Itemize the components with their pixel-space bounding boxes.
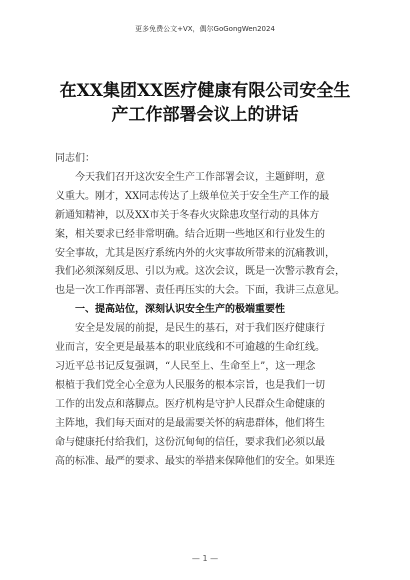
body-line: 新通知精神，以及XX市关于冬春火灾除患攻坚行动的具体方 (55, 209, 320, 221)
body-line: 案，相关要求已经非常明确。结合近期一些地区和行业发生的 (55, 228, 325, 240)
title-line-1: 在XX集团XX医疗健康有限公司安全生 (59, 81, 351, 101)
body-line: 根植于我们党全心全意为人民服务的根本宗旨，也是我们一切 (55, 379, 325, 391)
body-line: 安全是发展的前提，是民生的基石，对于我们医疗健康行 (75, 323, 325, 335)
body-line: 命与健康托付给我们，这份沉甸甸的信任，要求我们必须以最 (55, 436, 325, 448)
document-body (55, 150, 355, 471)
section-heading: 一、提高站位，深刻认识安全生产的极端重要性 (75, 304, 285, 316)
body-line: 安全事故，尤其是医疗系统内外的火灾事故所带来的沉痛教训， (55, 247, 335, 259)
page-number: — 1 — (191, 554, 219, 563)
body-line: 主阵地，我们每天面对的是最需要关怀的病患群体，他们将生 (55, 417, 325, 429)
body-line: 我们必须深刻反思、引以为戒。这次会议，既是一次警示教育会， (55, 266, 345, 278)
salutation: 同志们： (55, 153, 95, 164)
document-title (40, 79, 370, 127)
title-line-2: 产工作部署会议上的讲话 (111, 105, 299, 125)
body-line: 今天我们召开这次安全生产工作部署会议，主题鲜明，意 (75, 171, 325, 183)
body-line: 业而言，安全更是最基本的职业底线和不可逾越的生命红线。 (55, 342, 325, 354)
body-line: 习近平总书记反复强调，“人民至上、生命至上”，这一理念 (55, 360, 316, 372)
body-line: 工作的出发点和落脚点。医疗机构是守护人民群众生命健康的 (55, 398, 325, 410)
body-line: 也是一次工作再部署、责任再压实的大会。下面，我讲三点意见。 (55, 285, 345, 297)
body-line: 义重大。刚才，XX同志传达了上级单位关于安全生产工作的最 (55, 190, 330, 202)
header-note: 更多免费公文+VX，偶尔GoGongWen2024 (135, 25, 275, 33)
body-line: 高的标准、最严的要求、最实的举措来保障他们的安全。如果连 (55, 455, 335, 467)
